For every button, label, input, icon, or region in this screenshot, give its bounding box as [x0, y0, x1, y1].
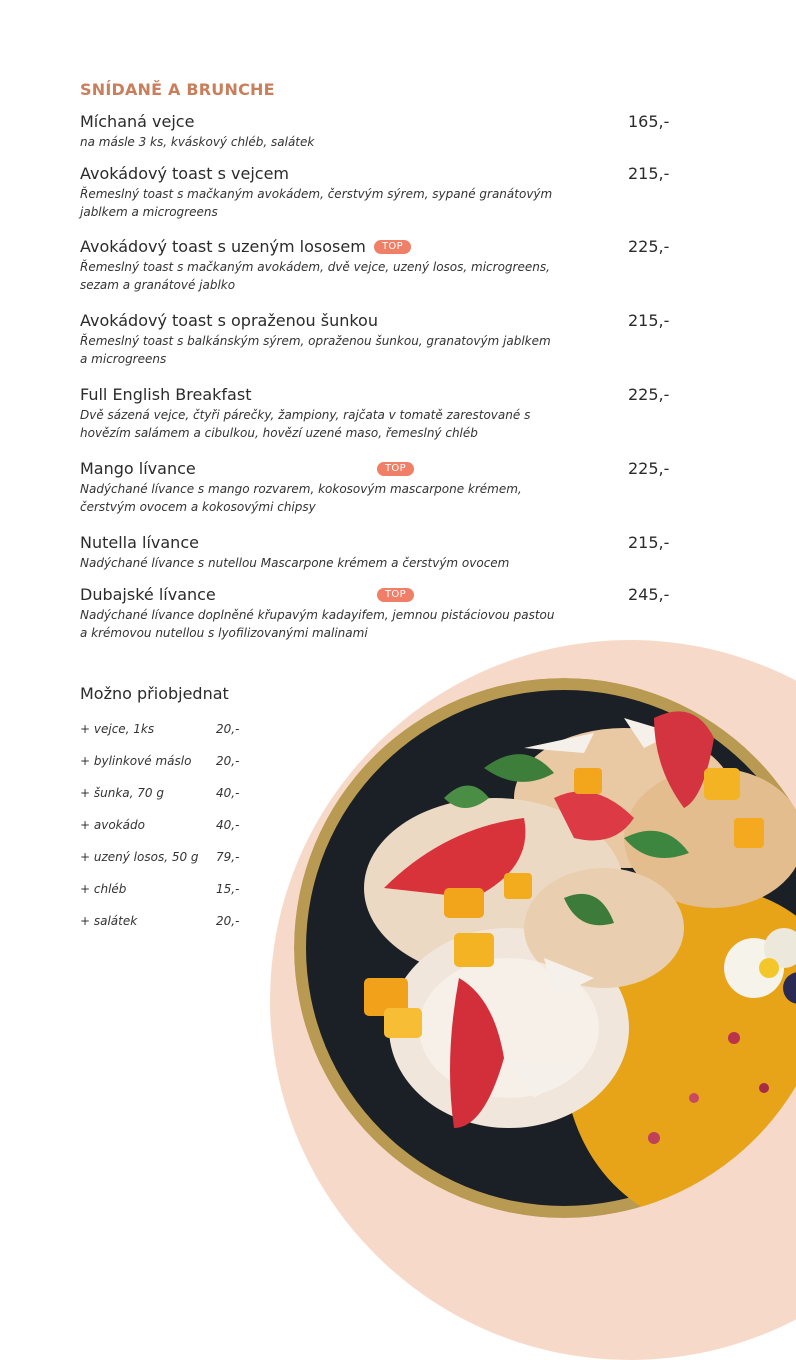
mango-cube — [504, 873, 532, 899]
addon-row — [80, 882, 280, 896]
flower-center — [759, 958, 779, 978]
item-name: Avokádový toast s opraženou šunkou — [80, 311, 378, 330]
addon-row — [80, 914, 280, 928]
menu-item — [80, 311, 680, 368]
item-description: Nadýchané lívance s mango rozvarem, kokosovým mascarpone krémem, čerstvým ovocem a kokosovými chipsy — [80, 482, 522, 514]
addon-price: 20,- — [216, 914, 240, 928]
addon-price: 20,- — [216, 754, 240, 768]
item-description: na másle 3 ks, kváskový chléb, salátek — [80, 135, 315, 149]
menu-item — [80, 533, 680, 572]
mango-cube — [444, 888, 484, 918]
addon-row — [80, 722, 280, 736]
addon-price: 20,- — [216, 722, 240, 736]
item-description: Řemeslný toast s mačkaným avokádem, čerstvým sýrem, sypané granátovým jablkem a microgreens — [80, 187, 553, 219]
section-title: SNÍDANĚ A BRUNCHE — [80, 80, 275, 99]
rose-petal — [648, 1132, 660, 1144]
item-price: 215,- — [628, 164, 670, 183]
addon-price: 40,- — [216, 818, 240, 832]
item-price: 225,- — [628, 459, 670, 478]
rose-petal — [759, 1083, 769, 1093]
addon-row — [80, 786, 280, 800]
mango-cube — [704, 768, 740, 800]
rose-petal — [728, 1032, 740, 1044]
item-price: 245,- — [628, 585, 670, 604]
item-name: Avokádový toast s vejcem — [80, 164, 289, 183]
mango-cube — [734, 818, 764, 848]
addon-price: 15,- — [216, 882, 240, 896]
addon-name: + avokádo — [80, 818, 145, 832]
addon-name: + bylinkové máslo — [80, 754, 192, 768]
mango-cube — [384, 1008, 422, 1038]
mango-cube — [574, 768, 602, 794]
item-name: Avokádový toast s uzeným lososem — [80, 237, 366, 256]
item-name: Dubajské lívance — [80, 585, 216, 604]
top-badge: TOP — [374, 240, 411, 254]
item-description: Řemeslný toast s mačkaným avokádem, dvě vejce, uzený losos, microgreens, sezam a granátové jablko — [80, 260, 550, 292]
item-price: 215,- — [628, 311, 670, 330]
addon-row — [80, 850, 280, 864]
item-price: 225,- — [628, 385, 670, 404]
addon-price: 40,- — [216, 786, 240, 800]
item-description: Nadýchané lívance doplněné křupavým kadayifem, jemnou pistáciovou pastou a krémovou nutellou s lyofilizovanými malinami — [80, 608, 555, 640]
addon-name: + uzený losos, 50 g — [80, 850, 199, 864]
item-price: 215,- — [628, 533, 670, 552]
item-name: Mango lívance — [80, 459, 196, 478]
item-name: Míchaná vejce — [80, 112, 195, 131]
item-name: Nutella lívance — [80, 533, 199, 552]
menu-item — [80, 459, 680, 516]
item-price: 225,- — [628, 237, 670, 256]
top-badge: TOP — [377, 462, 414, 476]
addon-name: + chléb — [80, 882, 127, 896]
item-description: Dvě sázená vejce, čtyři párečky, žampiony, rajčata v tomatě zarestované s hovězím salámem a cibulkou, hovězí uzené maso, řemeslný chléb — [80, 408, 531, 440]
item-name: Full English Breakfast — [80, 385, 252, 404]
addon-row — [80, 818, 280, 832]
addon-name: + šunka, 70 g — [80, 786, 164, 800]
menu-item — [80, 385, 680, 442]
addon-name: + vejce, 1ks — [80, 722, 155, 736]
item-description: Řemeslný toast s balkánským sýrem, opraženou šunkou, granatovým jablkem a microgreens — [80, 334, 551, 366]
item-price: 165,- — [628, 112, 670, 131]
item-description: Nadýchané lívance s nutellou Mascarpone krémem a čerstvým ovocem — [80, 556, 510, 570]
menu-item — [80, 237, 680, 294]
rose-petal — [689, 1093, 699, 1103]
menu-item — [80, 112, 680, 151]
addons-title: Možno přiobjednat — [80, 684, 229, 703]
addon-price: 79,- — [216, 850, 240, 864]
menu-item — [80, 585, 680, 642]
addon-row — [80, 754, 280, 768]
menu-item — [80, 164, 680, 221]
mango-cube — [454, 933, 494, 967]
addon-name: + salátek — [80, 914, 138, 928]
top-badge: TOP — [377, 588, 414, 602]
